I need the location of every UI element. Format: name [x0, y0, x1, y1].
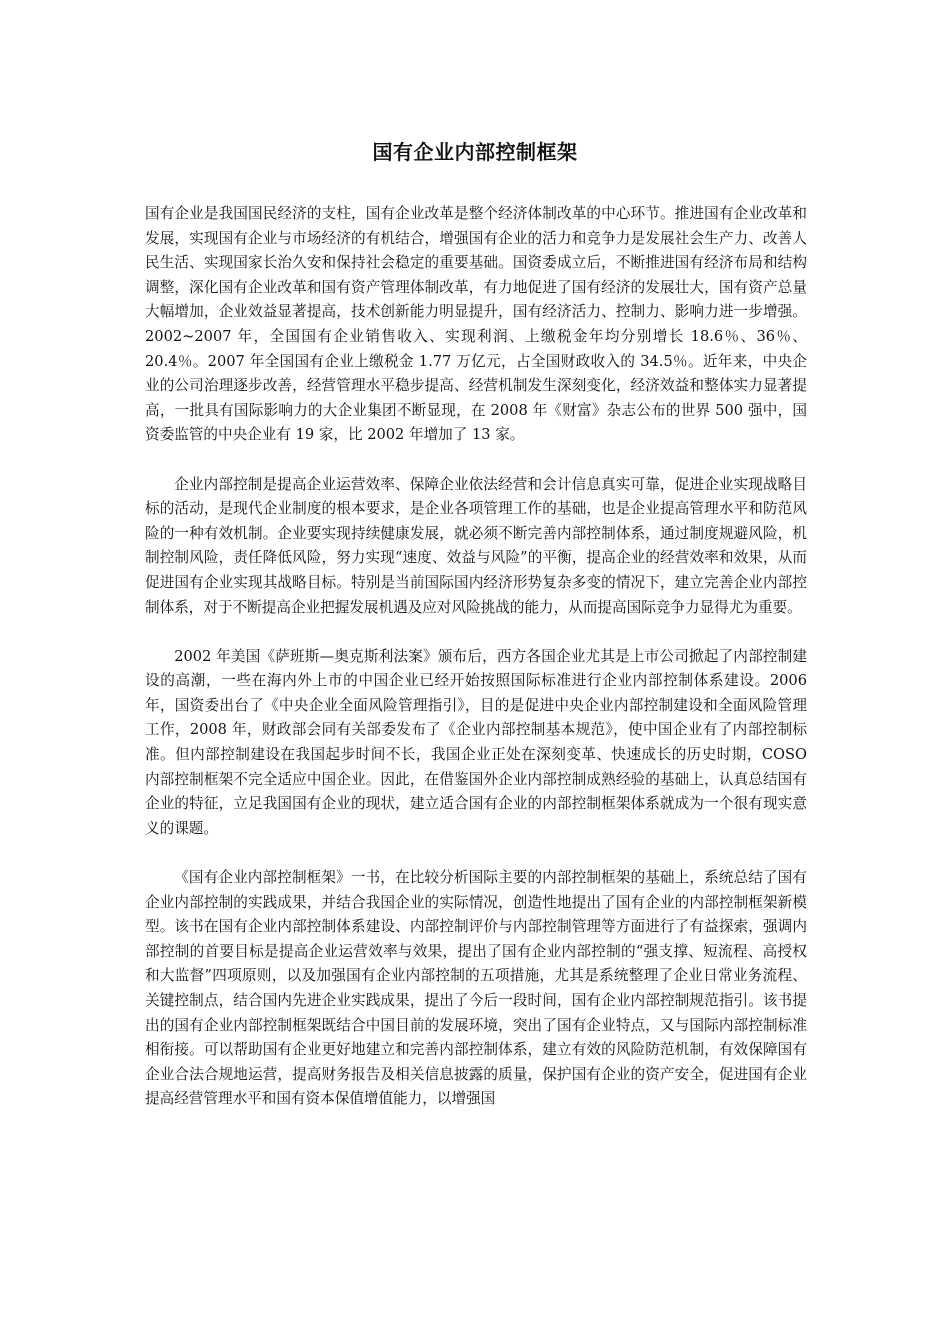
paragraph-book-summary: 《国有企业内部控制框架》一书，在比较分析国际主要的内部控制框架的基础上，系统总结了国有企业内部控制的实践成果，并结合我国企业的实际情况，创造性地提出了国有企业的内部控制框架新模型。该书在国有企业内部控制体系建设、内部控制评价与内部控制管理等方面进行了有益探索，强调内部控制的首要目标是提高企业运营效率与效果，提出了国有企业内部控制的“强支撑、短流程、高授权和大监督”四项原则，以及加强国有企业内部控制的五项措施，尤其是系统整理了企业日常业务流程、关键控制点，结合国内先进企业实践成果，提出了今后一段时间，国有企业内部控制规范指引。该书提出的国有企业内部控制框架既结合中国目前的发展环境，突出了国有企业特点，又与国际内部控制标准相衔接。可以帮助国有企业更好地建立和完善内部控制体系，建立有效的风险防范机制，有效保障国有企业合法合规地运营，提高财务报告及相关信息披露的质量，保护国有企业的资产安全，促进国有企业提高经营管理水平和国有资本保值增值能力，以增强国 — [145, 869, 807, 1108]
paragraph-internal-control: 企业内部控制是提高企业运营效率、保障企业依法经营和会计信息真实可靠，促进企业实现战略目标的活动，是现代企业制度的根本要求，是企业各项管理工作的基础，也是企业提高管理水平和防范风险的一种有效机制。企业要实现持续健康发展，就必须不断完善内部控制体系，通过制度规避风险，机制控制风险，责任降低风险，努力实现“速度、效益与风险”的平衡，提高企业的经营效率和效果，从而促进国有企业实现其战略目标。特别是当前国际国内经济形势复杂多变的情况下，建立完善企业内部控制体系，对于不断提高企业把握发展机遇及应对风险挑战的能力，从而提高国际竞争力显得尤为重要。 — [145, 475, 807, 616]
document-body — [145, 202, 807, 1137]
paragraph-intro: 国有企业是我国国民经济的支柱，国有企业改革是整个经济体制改革的中心环节。推进国有企业改革和发展，实现国有企业与市场经济的有机结合，增强国有企业的活力和竞争力是发展社会生产力、改善人民生活、实现国家长治久安和保持社会稳定的重要基础。国资委成立后，不断推进国有经济布局和结构调整，深化国有企业改革和国有资产管理体制改革，有力地促进了国有经济的发展壮大，国有资产总量大幅增加，企业效益显著提高，技术创新能力明显提升，国有经济活力、控制力、影响力进一步增强。2002~2007 年，全国国有企业销售收入、实现利润、上缴税金年均分别增长 18.6％、36％、20.4％。2007 年全国国有企业上缴税金 1.77 万亿元，占全国财政收入的 34.5％。近年来，中央企业的公司治理逐步改善，经营管理水平稳步提高、经营机制发生深刻变化，经济效益和整体实力显著提高，一批具有国际影响力的大企业集团不断显现，在 2008 年《财富》杂志公布的世界 500 强中，国资委监管的中央企业有 19 家，比 2002 年增加了 13 家。 — [145, 205, 807, 444]
page-title: 国有企业内部控制框架 — [372, 140, 578, 164]
paragraph-sox-background: 2002 年美国《萨班斯—奥克斯利法案》颁布后，西方各国企业尤其是上市公司掀起了内部控制建设的高潮，一些在海内外上市的中国企业已经开始按照国际标准进行企业内部控制体系建设。2006 年，国资委出台了《中央企业全面风险管理指引》，目的是促进中央企业内部控制建设和全面风险管理工作，2008 年，财政部会同有关部委发布了《企业内部控制基本规范》，使中国企业有了内部控制标准。但内部控制建设在我国起步时间不长，我国企业正处在深刻变革、快速成长的历史时期，COSO 内部控制框架不完全适应中国企业。因此，在借鉴国外企业内部控制成熟经验的基础上，认真总结国有企业的特征，立足我国国有企业的现状，建立适合国有企业的内部控制框架体系就成为一个很有现实意义的课题。 — [145, 647, 807, 837]
